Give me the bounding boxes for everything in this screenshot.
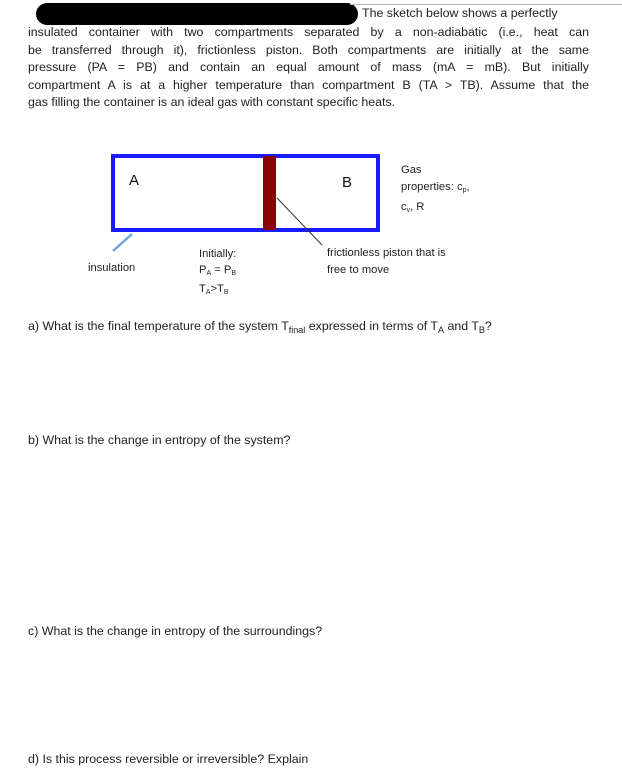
question-a: a) What is the final temperature of the system $T_{final}$ expressed in terms of $T_A$ and $T_B$? bbox=[28, 319, 492, 335]
question-d: d) Is this process reversible or irreversible? Explain bbox=[28, 752, 309, 766]
piston bbox=[263, 156, 276, 230]
insulation-label: insulation bbox=[88, 262, 136, 274]
gas-label: Gas bbox=[401, 164, 422, 176]
container-outline bbox=[113, 156, 378, 230]
gas-properties-line2: $c_v$, R bbox=[401, 201, 425, 214]
initial-pressure-relation: $P_A = P_B$ bbox=[199, 264, 237, 277]
question-c: c) What is the change in entropy of the surroundings? bbox=[28, 624, 323, 638]
gas-properties-line1: properties: $c_p$, bbox=[401, 181, 470, 194]
intro-line: pressure (PA = PB) and contain an equal amount of mass (mA = mB). But initially bbox=[28, 60, 589, 75]
compartment-b-label: B bbox=[342, 174, 353, 191]
intro-line: be transferred through it), frictionless piston. Both compartments are initially at the same bbox=[28, 42, 589, 57]
piston-label-line1: frictionless piston that is bbox=[327, 247, 446, 259]
insulation-pointer-line bbox=[113, 234, 132, 251]
question-b: b) What is the change in entropy of the system? bbox=[28, 433, 291, 447]
piston-pointer-line bbox=[277, 198, 322, 245]
intro-line: gas filling the container is an ideal gas with constant specific heats. bbox=[28, 95, 396, 110]
intro-first-line: The sketch below shows a perfectly bbox=[362, 6, 558, 20]
piston-label-line2: free to move bbox=[327, 264, 390, 276]
intro-line: compartment A is at a higher temperature than compartment B (TA > TB). Assume that the bbox=[28, 77, 589, 92]
initial-temperature-relation: $T_A>T_B$ bbox=[199, 283, 229, 296]
intro-line: insulated container with two compartments separated by a non-adiabatic (i.e., heat can bbox=[28, 25, 589, 39]
compartment-a-label: A bbox=[129, 172, 140, 189]
initially-label: Initially: bbox=[199, 248, 237, 260]
